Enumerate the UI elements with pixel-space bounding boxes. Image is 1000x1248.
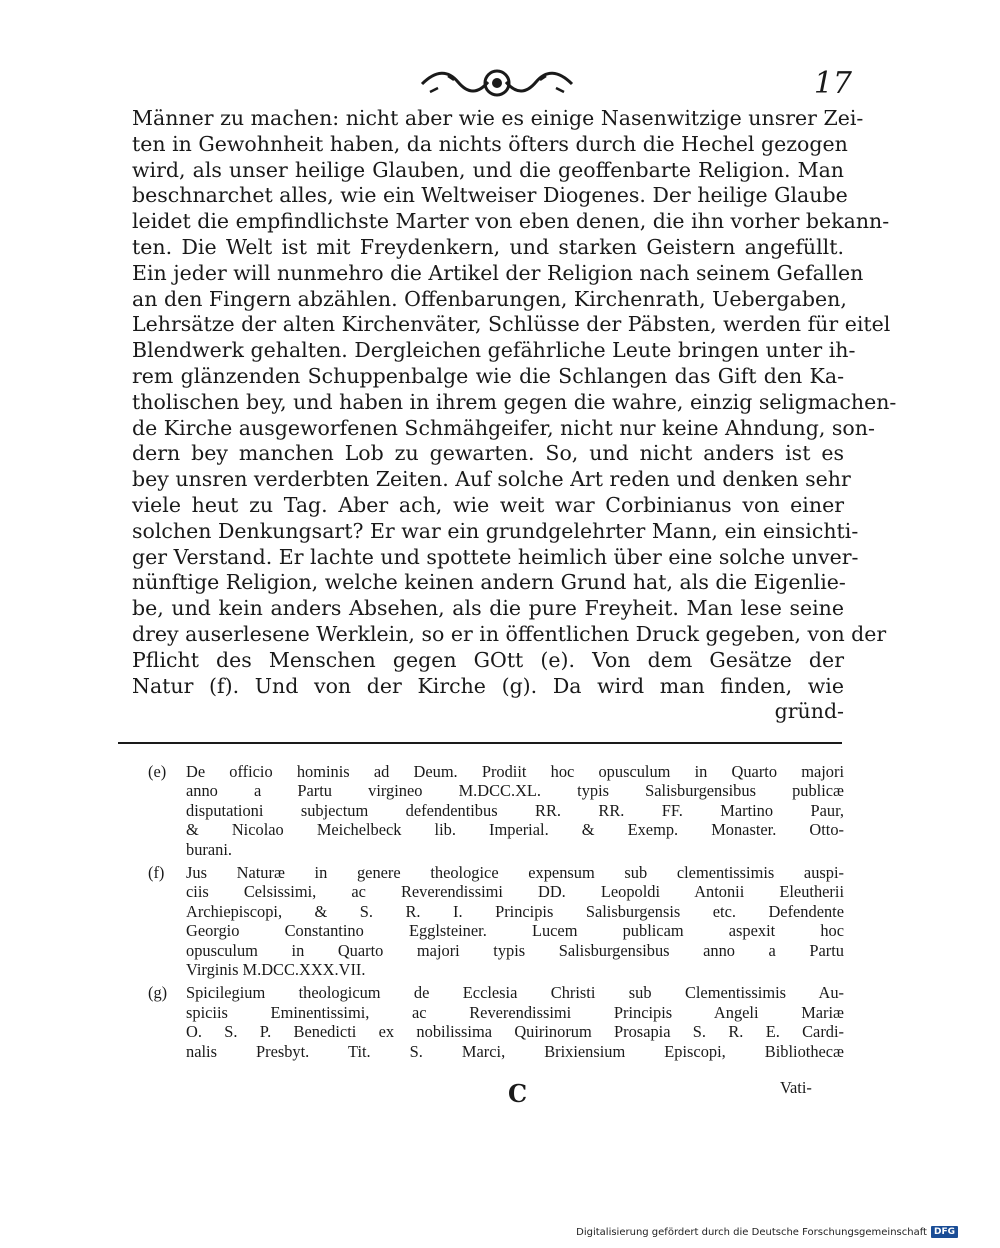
body-line: dern bey manchen Lob zu gewarten. So, und nicht anders ist es [132, 441, 844, 466]
footnote-line: nalis Presbyt. Tit. S. Marci, Brixiensium Episcopi, Bibliothecæ [186, 1041, 844, 1061]
footnote-line: Spicilegium theologicum de Ecclesia Christi sub Clementissimis Au- [186, 983, 844, 1003]
footnote-line: Virginis M.DCC.XXX.VII. [186, 960, 366, 980]
dfg-logo-icon: DFG [931, 1226, 958, 1238]
footnote-mark: (e) [148, 762, 167, 781]
footnote-e [148, 762, 844, 859]
signature-mark: C [508, 1079, 528, 1108]
digitization-credit [576, 1226, 958, 1238]
body-line: bey unsren verderbten Zeiten. Auf solche Art reden und denken sehr [132, 467, 851, 492]
footnote-line: spiciis Eminentissimi, ac Reverendissimi Principis Angeli Mariæ [186, 1002, 844, 1022]
body-line: an den Fingern abzählen. Offenbarungen, Kirchenrath, Uebergaben, [132, 286, 847, 311]
body-line: Pflicht des Menschen gegen GOtt (e). Von dem Gesätze der [132, 647, 844, 672]
credit-text: Digitalisierung gefördert durch die Deutsche Forschungsgemeinschaft [576, 1226, 927, 1238]
body-line: de Kirche ausgeworfenen Schmähgeifer, nicht nur keine Ahndung, son- [132, 415, 875, 440]
body-line: viele heut zu Tag. Aber ach, wie weit war Corbinianus von einer [132, 492, 844, 517]
body-line: Lehrsätze der alten Kirchenväter, Schlüsse der Päbsten, werden für eitel [132, 312, 891, 337]
footnote-line: opusculum in Quarto majori typis Salisburgensibus anno a Partu [186, 940, 844, 960]
footnote-line: Archiepiscopi, & S. R. I. Principis Salisburgensis etc. Defendente [186, 901, 844, 921]
footnote-line: Georgio Constantino Egglsteiner. Lucem publicam aspexit hoc [186, 921, 844, 941]
footnote-line: De officio hominis ad Deum. Prodiit hoc opusculum in Quarto majori [186, 762, 844, 781]
body-line: solchen Denkungsart? Er war ein grundgelehrter Mann, ein einsichti- [132, 518, 859, 543]
footnote-line: & Nicolao Meichelbeck lib. Imperial. & Exemp. Monaster. Otto- [186, 820, 844, 840]
page-number: 17 [813, 66, 852, 101]
footnote-mark: (f) [148, 863, 165, 883]
head-ornament-icon [418, 62, 576, 104]
footnote-f [148, 863, 844, 979]
footnote-line: anno a Partu virgineo M.DCC.XL. typis Salisburgensibus publicæ [186, 781, 844, 801]
catchword: Vati- [780, 1078, 812, 1097]
body-line: nünftige Religion, welche keinen andern Grund hat, als die Eigenlie- [132, 570, 846, 595]
footnote-mark: (g) [148, 983, 168, 1003]
body-line: leidet die empfindlichste Marter von eben denen, die ihn vorher bekann- [132, 209, 890, 234]
body-line: rem glänzenden Schuppenbalge wie die Schlangen das Gift den Ka- [132, 363, 844, 388]
body-line: Natur (f). Und von der Kirche (g). Da wird man finden, wie [132, 673, 844, 698]
body-line: drey auserlesene Werklein, so er in öffentlichen Druck gegeben, von der [132, 621, 887, 646]
body-line: tholischen bey, und haben in ihrem gegen die wahre, einzig seligmachen- [132, 389, 897, 414]
body-line: be, und kein anders Absehen, als die pure Freyheit. Man lese seine [132, 596, 844, 621]
footnote-line: Jus Naturæ in genere theologice expensum sub clementissimis auspi- [186, 863, 844, 883]
footnote-line: ciis Celsissimi, ac Reverendissimi DD. Leopoldi Antonii Eleutherii [186, 882, 844, 902]
body-line: wird, als unser heilige Glauben, und die geoffenbarte Religion. Man [132, 157, 844, 182]
body-line: Blendwerk gehalten. Dergleichen gefährliche Leute bringen unter ih- [132, 338, 856, 363]
footnote-line: burani. [186, 839, 232, 859]
footnote-line: disputationi subjectum defendentibus RR. RR. FF. Martino Paur, [186, 800, 844, 820]
footnote-divider [118, 742, 842, 744]
body-line: Ein jeder will nunmehro die Artikel der Religion nach seinem Gefallen [132, 260, 864, 285]
body-line: ten. Die Welt ist mit Freydenkern, und starken Geistern angefüllt. [132, 234, 844, 259]
body-line: Männer zu machen: nicht aber wie es einige Nasenwitzige unsrer Zei- [132, 106, 864, 130]
body-text [132, 106, 897, 725]
footnote-g [148, 983, 844, 1061]
footnotes [148, 762, 844, 1065]
body-line: beschnarchet alles, wie ein Weltweiser Diogenes. Der heilige Glaube [132, 183, 848, 208]
body-line: ger Verstand. Er lachte und spottete heimlich über eine solche unver- [132, 544, 859, 569]
footnote-line: O. S. P. Benedicti ex nobilissima Quirinorum Prosapia S. R. E. Cardi- [186, 1022, 844, 1042]
body-line: gründ- [774, 699, 844, 724]
body-line: ten in Gewohnheit haben, da nichts öfters durch die Hechel gezogen [132, 131, 848, 156]
